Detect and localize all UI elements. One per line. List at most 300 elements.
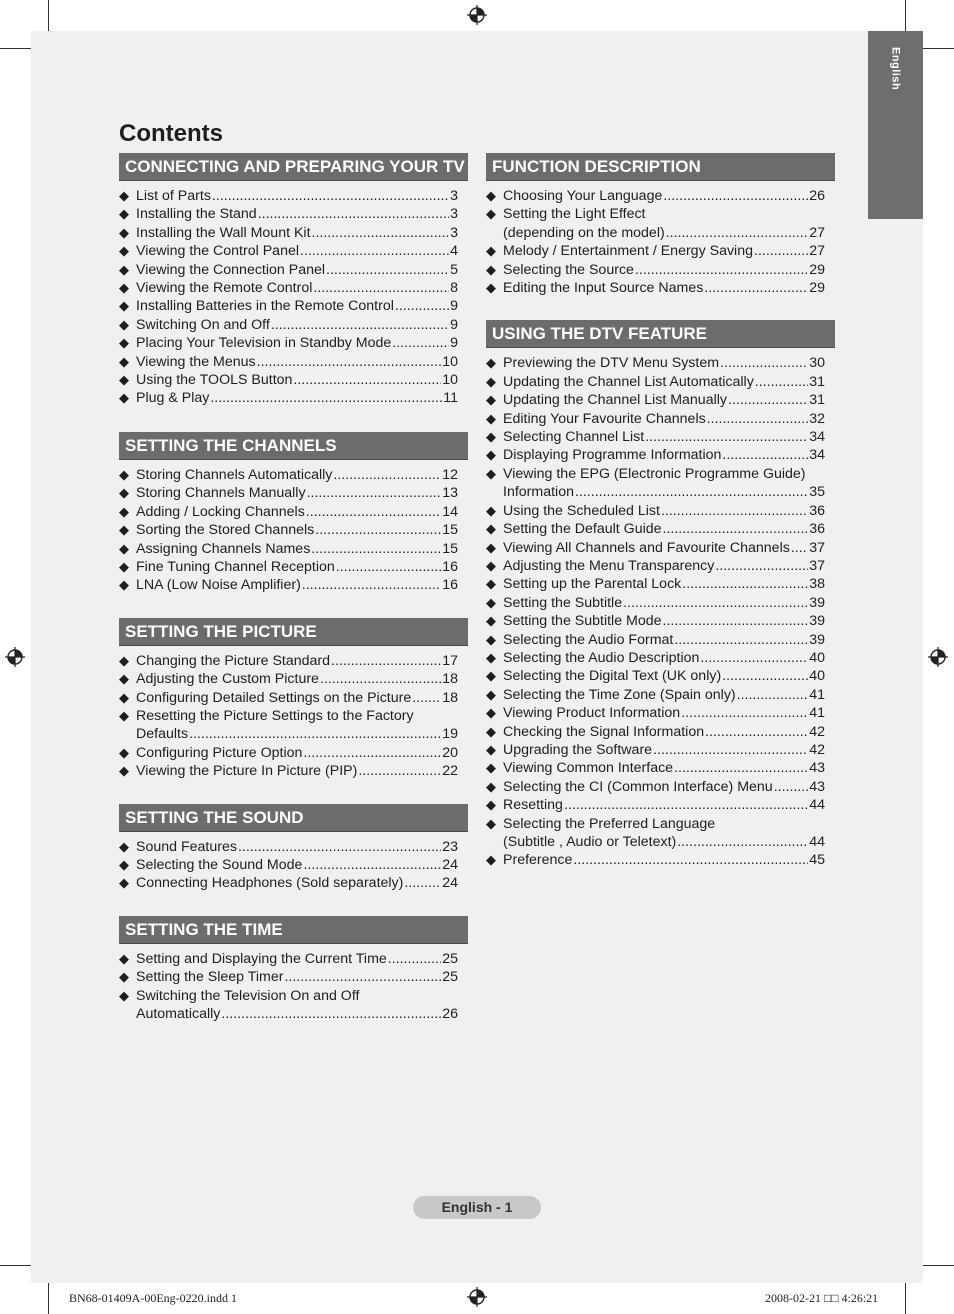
- toc-page-number: 5: [450, 261, 458, 278]
- diamond-bullet-icon: ◆: [119, 969, 129, 985]
- diamond-bullet-icon: ◆: [119, 353, 129, 369]
- toc-list: [119, 466, 468, 595]
- toc-page-number: 24: [442, 875, 458, 892]
- toc-entry-line: [136, 540, 468, 558]
- toc-entry[interactable]: [119, 224, 468, 242]
- diamond-bullet-icon: ◆: [486, 373, 496, 389]
- dot-leader: [564, 796, 808, 814]
- toc-entry[interactable]: [119, 707, 468, 744]
- crop-mark: [923, 1265, 954, 1266]
- diamond-bullet-icon: ◆: [486, 502, 496, 518]
- dot-leader: [331, 652, 441, 670]
- toc-entry[interactable]: [486, 778, 835, 796]
- toc-page-number: 30: [809, 355, 825, 372]
- toc-page-number: 40: [809, 668, 825, 685]
- toc-entry[interactable]: [119, 762, 468, 780]
- toc-entry-title: Configuring Detailed Settings on the Picture: [136, 689, 412, 706]
- toc-entry-title: Adjusting the Menu Transparency: [503, 557, 715, 574]
- diamond-bullet-icon: ◆: [486, 576, 496, 592]
- toc-page-number: 9: [450, 335, 458, 352]
- toc-entry[interactable]: [486, 520, 835, 538]
- toc-entry[interactable]: [486, 261, 835, 279]
- toc-entry-title: Defaults: [136, 726, 189, 743]
- toc-entry-title: Connecting Headphones (Sold separately): [136, 875, 404, 892]
- dot-leader: [311, 540, 441, 558]
- toc-section: [119, 916, 468, 1024]
- toc-entry[interactable]: [486, 557, 835, 575]
- toc-entry[interactable]: [119, 353, 468, 371]
- registration-mark-icon: [928, 647, 948, 667]
- toc-entry-title: Selecting the Preferred Language: [503, 815, 716, 832]
- registration-mark-icon: [5, 647, 25, 667]
- toc-entry-line: [136, 503, 468, 521]
- toc-entry-title: Setting the Subtitle Mode: [503, 613, 662, 630]
- toc-entry[interactable]: [119, 205, 468, 223]
- diamond-bullet-icon: ◆: [119, 372, 129, 388]
- toc-entry[interactable]: [119, 261, 468, 279]
- dot-leader: [258, 205, 449, 223]
- diamond-bullet-icon: ◆: [486, 206, 496, 222]
- toc-entry[interactable]: [119, 242, 468, 260]
- toc-entry-line: [136, 558, 468, 576]
- toc-entry-title: (depending on the model): [503, 224, 665, 241]
- diamond-bullet-icon: ◆: [119, 577, 129, 593]
- toc-entry[interactable]: [486, 465, 835, 502]
- toc-entry-title: Previewing the DTV Menu System: [503, 355, 720, 372]
- toc-entry[interactable]: [119, 689, 468, 707]
- toc-entry[interactable]: [119, 334, 468, 352]
- toc-entry[interactable]: [486, 242, 835, 260]
- dot-leader: [722, 446, 808, 464]
- dot-leader: [573, 851, 808, 869]
- diamond-bullet-icon: ◆: [486, 613, 496, 629]
- section-heading: CONNECTING AND PREPARING YOUR TV: [119, 153, 468, 181]
- toc-page-number: 29: [809, 261, 825, 278]
- toc-entry[interactable]: [486, 502, 835, 520]
- dot-leader: [674, 631, 808, 649]
- toc-entry-title: Setting the Subtitle: [503, 594, 623, 611]
- toc-page-number: 15: [442, 540, 458, 557]
- dot-leader: [663, 612, 809, 630]
- diamond-bullet-icon: ◆: [119, 224, 129, 240]
- diamond-bullet-icon: ◆: [486, 188, 496, 203]
- dot-leader: [774, 778, 809, 796]
- toc-entry-line: [136, 652, 468, 670]
- toc-page-number: 36: [809, 502, 825, 519]
- toc-entry[interactable]: [119, 316, 468, 334]
- imprint-timestamp: 2008-02-21 □□ 4:26:21: [765, 1291, 879, 1305]
- toc-entry[interactable]: [486, 759, 835, 777]
- toc-entry-title: Setting and Displaying the Current Time: [136, 950, 387, 967]
- toc-entry-title: Setting the Light Effect: [503, 206, 646, 223]
- toc-entry[interactable]: [486, 704, 835, 722]
- dot-leader: [737, 686, 809, 704]
- toc-entry-line: [503, 667, 835, 685]
- toc-entry[interactable]: [486, 667, 835, 685]
- toc-page-number: 36: [809, 521, 825, 538]
- toc-entry-title: Selecting the Digital Text (UK only): [503, 668, 722, 685]
- dot-leader: [705, 723, 808, 741]
- section-heading: USING THE DTV FEATURE: [486, 320, 835, 348]
- dot-leader: [645, 428, 808, 446]
- dot-leader: [358, 762, 441, 780]
- toc-entry[interactable]: [119, 484, 468, 502]
- toc-entry-line: [503, 686, 835, 704]
- diamond-bullet-icon: ◆: [119, 280, 129, 296]
- toc-page-number: 10: [442, 372, 458, 389]
- diamond-bullet-icon: ◆: [119, 540, 129, 556]
- toc-entry-title: Resetting: [503, 797, 563, 814]
- dot-leader: [336, 558, 441, 576]
- toc-entry-line: [136, 968, 468, 986]
- toc-entry-line: [503, 261, 835, 279]
- toc-entry-title: Using the Scheduled List: [503, 502, 660, 519]
- dot-leader: [189, 725, 441, 743]
- toc-entry[interactable]: [486, 594, 835, 612]
- toc-entry-title: Displaying Programme Information: [503, 447, 722, 464]
- dot-leader: [315, 521, 441, 539]
- toc-page-number: 39: [809, 613, 825, 630]
- toc-entry[interactable]: [119, 503, 468, 521]
- diamond-bullet-icon: ◆: [486, 668, 496, 684]
- diamond-bullet-icon: ◆: [486, 797, 496, 813]
- toc-entry[interactable]: [486, 279, 835, 297]
- toc-entry[interactable]: [119, 540, 468, 558]
- diamond-bullet-icon: ◆: [119, 206, 129, 222]
- toc-entry[interactable]: [486, 187, 835, 205]
- toc-entry-title: Adding / Locking Channels: [136, 503, 305, 520]
- toc-entry-line: [503, 796, 835, 814]
- dot-leader: [674, 759, 808, 777]
- toc-entry[interactable]: [486, 796, 835, 814]
- diamond-bullet-icon: ◆: [119, 950, 129, 966]
- toc-entry[interactable]: [486, 446, 835, 464]
- toc-entry-line: [503, 741, 835, 759]
- toc-entry[interactable]: [486, 723, 835, 741]
- toc-entry[interactable]: [486, 741, 835, 759]
- diamond-bullet-icon: ◆: [119, 856, 129, 872]
- toc-entry[interactable]: [119, 371, 468, 389]
- toc-page-number: 39: [809, 594, 825, 611]
- toc-entry-title: Placing Your Television in Standby Mode: [136, 335, 392, 352]
- toc-entry[interactable]: [486, 410, 835, 428]
- toc-page-number: 3: [450, 224, 458, 241]
- toc-page-number: 44: [809, 834, 825, 850]
- toc-list: [486, 187, 835, 297]
- toc-page-number: 25: [442, 950, 458, 967]
- diamond-bullet-icon: ◆: [119, 466, 129, 482]
- dot-leader: [302, 576, 441, 594]
- dot-leader: [666, 224, 809, 242]
- diamond-bullet-icon: ◆: [119, 522, 129, 538]
- toc-entry[interactable]: [119, 856, 468, 874]
- toc-entry-line: [136, 389, 468, 407]
- diamond-bullet-icon: ◆: [119, 390, 129, 406]
- toc-entry-line: [136, 205, 468, 223]
- toc-page-number: 13: [442, 485, 458, 502]
- dot-leader: [300, 242, 449, 260]
- toc-page-number: 12: [442, 466, 458, 483]
- toc-entry-title: (Subtitle , Audio or Teletext): [503, 834, 677, 850]
- diamond-bullet-icon: ◆: [119, 335, 129, 351]
- toc-entry-title: Viewing Product Information: [503, 705, 681, 722]
- toc-entry[interactable]: [119, 187, 468, 205]
- toc-entry-line: [503, 373, 835, 391]
- toc-list: [119, 950, 468, 1024]
- dot-leader: [700, 649, 808, 667]
- toc-entry-line: [503, 612, 835, 630]
- toc-entry-line: [503, 759, 835, 777]
- diamond-bullet-icon: ◆: [119, 671, 129, 687]
- dot-leader: [663, 187, 808, 205]
- toc-entry-title: Installing Batteries in the Remote Control: [136, 298, 394, 315]
- toc-entry-line: [136, 353, 468, 371]
- toc-entry-line: [136, 576, 468, 594]
- diamond-bullet-icon: ◆: [486, 686, 496, 702]
- dot-leader: [623, 594, 808, 612]
- toc-right-column: [486, 153, 835, 870]
- dot-leader: [388, 950, 441, 968]
- diamond-bullet-icon: ◆: [486, 631, 496, 647]
- toc-entry-line: [503, 242, 835, 260]
- toc-entry[interactable]: [119, 279, 468, 297]
- toc-page-number: 43: [809, 760, 825, 777]
- toc-entry-title: Melody / Entertainment / Energy Saving: [503, 243, 753, 260]
- toc-entry[interactable]: [486, 851, 835, 869]
- page-number-label: English - 1: [413, 1196, 541, 1219]
- toc-entry[interactable]: [486, 612, 835, 630]
- toc-entry-title: Editing Your Favourite Channels: [503, 410, 706, 427]
- crop-mark: [905, 0, 906, 31]
- dot-leader: [704, 279, 808, 297]
- toc-entry-line: [136, 874, 468, 892]
- toc-entry[interactable]: [119, 297, 468, 315]
- toc-entry[interactable]: [119, 744, 468, 762]
- dot-leader: [320, 670, 441, 688]
- toc-page-number: 37: [809, 539, 825, 556]
- toc-page-number: 18: [442, 689, 458, 706]
- diamond-bullet-icon: ◆: [486, 760, 496, 776]
- toc-page-number: 42: [809, 723, 825, 740]
- toc-entry[interactable]: [119, 576, 468, 594]
- toc-entry-title: Setting the Sleep Timer: [136, 969, 284, 986]
- toc-entry-title: Sound Features: [136, 838, 237, 855]
- toc-entry-title: Preference: [503, 852, 573, 869]
- toc-entry-title: Viewing All Channels and Favourite Channels: [503, 539, 790, 556]
- toc-page-number: 26: [442, 1006, 458, 1022]
- toc-entry-line: [136, 670, 468, 688]
- toc-entry[interactable]: [119, 389, 468, 407]
- dot-leader: [663, 520, 809, 538]
- toc-entry[interactable]: [486, 205, 835, 242]
- toc-entry[interactable]: [486, 428, 835, 446]
- dot-leader: [210, 389, 442, 407]
- toc-entry[interactable]: [119, 838, 468, 856]
- toc-entry-title: Plug & Play: [136, 390, 210, 407]
- toc-entry-line: [136, 261, 468, 279]
- toc-entry-title: Fine Tuning Channel Reception: [136, 558, 335, 575]
- dot-leader: [715, 557, 808, 575]
- toc-entry-title: Selecting the Sound Mode: [136, 856, 303, 873]
- diamond-bullet-icon: ◆: [486, 815, 496, 831]
- toc-entry[interactable]: [119, 521, 468, 539]
- toc-entry[interactable]: [486, 539, 835, 557]
- toc-entry[interactable]: [119, 950, 468, 968]
- toc-page-number: 10: [442, 353, 458, 370]
- toc-page-number: 18: [442, 671, 458, 688]
- diamond-bullet-icon: ◆: [119, 838, 129, 854]
- toc-entry-title: Switching On and Off: [136, 316, 270, 333]
- dot-leader: [271, 316, 449, 334]
- dot-leader: [306, 503, 441, 521]
- dot-leader: [754, 242, 808, 260]
- dot-leader: [284, 968, 441, 986]
- toc-entry[interactable]: [119, 652, 468, 670]
- toc-list: [486, 354, 835, 869]
- section-heading: SETTING THE CHANNELS: [119, 432, 468, 460]
- toc-page-number: 27: [809, 224, 825, 241]
- toc-entry-line: [503, 354, 835, 372]
- toc-section: [486, 153, 835, 297]
- toc-entry-line: [136, 334, 468, 352]
- toc-entry-title: Information: [503, 484, 574, 501]
- toc-entry-title: Selecting the Source: [503, 261, 634, 278]
- toc-page-number: 29: [809, 280, 825, 297]
- toc-entry-title: Viewing the Control Panel: [136, 243, 299, 260]
- toc-entry-line: [136, 466, 468, 484]
- toc-entry[interactable]: [119, 968, 468, 986]
- toc-entry-title: Setting up the Parental Lock: [503, 576, 682, 593]
- diamond-bullet-icon: ◆: [119, 987, 129, 1003]
- toc-entry-line: [503, 446, 835, 464]
- toc-page-number: 17: [442, 652, 458, 669]
- dot-leader: [720, 354, 808, 372]
- toc-entry-line: [136, 689, 468, 707]
- toc-page-number: 25: [442, 969, 458, 986]
- toc-page-number: 3: [450, 206, 458, 223]
- dot-leader: [412, 689, 441, 707]
- toc-entry-title: Editing the Input Source Names: [503, 280, 704, 297]
- toc-entry-title: Switching the Television On and Off: [136, 987, 360, 1004]
- diamond-bullet-icon: ◆: [486, 649, 496, 665]
- diamond-bullet-icon: ◆: [486, 243, 496, 259]
- toc-page-number: 31: [809, 373, 825, 390]
- diamond-bullet-icon: ◆: [119, 485, 129, 501]
- diamond-bullet-icon: ◆: [486, 465, 496, 481]
- dot-leader: [293, 371, 441, 389]
- toc-entry-title: Viewing the Connection Panel: [136, 261, 326, 278]
- toc-page-number: 41: [809, 705, 825, 722]
- toc-entry-line: [136, 950, 468, 968]
- toc-entry-title: Changing the Picture Standard: [136, 652, 331, 669]
- diamond-bullet-icon: ◆: [486, 741, 496, 757]
- toc-entry-title: Storing Channels Automatically: [136, 466, 333, 483]
- registration-mark-icon: [467, 5, 487, 25]
- dot-leader: [755, 373, 808, 391]
- diamond-bullet-icon: ◆: [119, 689, 129, 705]
- toc-entry-line: [136, 279, 468, 297]
- toc-entry[interactable]: [486, 373, 835, 391]
- toc-page-number: 15: [442, 522, 458, 539]
- toc-entry-title: Updating the Channel List Automatically: [503, 373, 754, 390]
- toc-entry[interactable]: [486, 575, 835, 593]
- toc-entry-title: Storing Channels Manually: [136, 485, 306, 502]
- toc-entry[interactable]: [486, 686, 835, 704]
- dot-leader: [682, 575, 808, 593]
- toc-entry-title: LNA (Low Noise Amplifier): [136, 577, 301, 594]
- crop-mark: [0, 1265, 31, 1266]
- toc-entry[interactable]: [486, 815, 835, 852]
- toc-page-number: 27: [809, 243, 825, 260]
- toc-page-number: 20: [442, 744, 458, 761]
- toc-entry[interactable]: [119, 987, 468, 1024]
- diamond-bullet-icon: ◆: [119, 261, 129, 277]
- dot-leader: [575, 483, 808, 501]
- dot-leader: [728, 391, 808, 409]
- toc-entry-title: Viewing the Menus: [136, 353, 256, 370]
- toc-page-number: 24: [442, 856, 458, 873]
- diamond-bullet-icon: ◆: [486, 521, 496, 537]
- diamond-bullet-icon: ◆: [486, 852, 496, 868]
- toc-entry[interactable]: [486, 391, 835, 409]
- toc-page-number: 38: [809, 576, 825, 593]
- toc-entry-line: [136, 762, 468, 780]
- toc-page-number: 45: [809, 852, 825, 869]
- toc-section: [119, 432, 468, 595]
- diamond-bullet-icon: ◆: [119, 188, 129, 203]
- toc-entry[interactable]: [119, 874, 468, 892]
- diamond-bullet-icon: ◆: [486, 705, 496, 721]
- toc-entry[interactable]: [119, 466, 468, 484]
- toc-entry-line: [136, 242, 468, 260]
- toc-entry-title: Installing the Wall Mount Kit: [136, 224, 311, 241]
- toc-entry-line: [503, 704, 835, 722]
- toc-page-number: 40: [809, 649, 825, 666]
- toc-entry[interactable]: [486, 631, 835, 649]
- language-side-tab-label: English: [889, 47, 902, 91]
- page-title: Contents: [119, 120, 223, 147]
- toc-entry[interactable]: [119, 558, 468, 576]
- toc-entry-line: [503, 520, 835, 538]
- toc-entry[interactable]: [486, 649, 835, 667]
- toc-entry-title: Configuring Picture Option: [136, 744, 303, 761]
- toc-section: [486, 320, 835, 869]
- diamond-bullet-icon: ◆: [119, 298, 129, 314]
- toc-entry-line: [136, 316, 468, 334]
- toc-entry[interactable]: [119, 670, 468, 688]
- toc-page-number: 19: [442, 726, 458, 743]
- toc-entry-line: [503, 851, 835, 869]
- dot-leader: [653, 741, 808, 759]
- diamond-bullet-icon: ◆: [486, 539, 496, 555]
- toc-entry[interactable]: [486, 354, 835, 372]
- toc-entry-title: Viewing the EPG (Electronic Programme Guide): [503, 465, 806, 482]
- dot-leader: [313, 279, 449, 297]
- toc-entry-line: [503, 723, 835, 741]
- crop-mark: [905, 1283, 906, 1314]
- toc-page-number: 16: [442, 577, 458, 594]
- diamond-bullet-icon: ◆: [486, 392, 496, 408]
- dot-leader: [221, 1005, 441, 1023]
- toc-entry-title: Selecting the Audio Format: [503, 631, 674, 648]
- toc-entry-line: [503, 778, 835, 796]
- toc-list: [119, 838, 468, 893]
- dot-leader: [312, 224, 450, 242]
- diamond-bullet-icon: ◆: [119, 744, 129, 760]
- dot-leader: [661, 502, 808, 520]
- diamond-bullet-icon: ◆: [486, 594, 496, 610]
- diamond-bullet-icon: ◆: [486, 557, 496, 573]
